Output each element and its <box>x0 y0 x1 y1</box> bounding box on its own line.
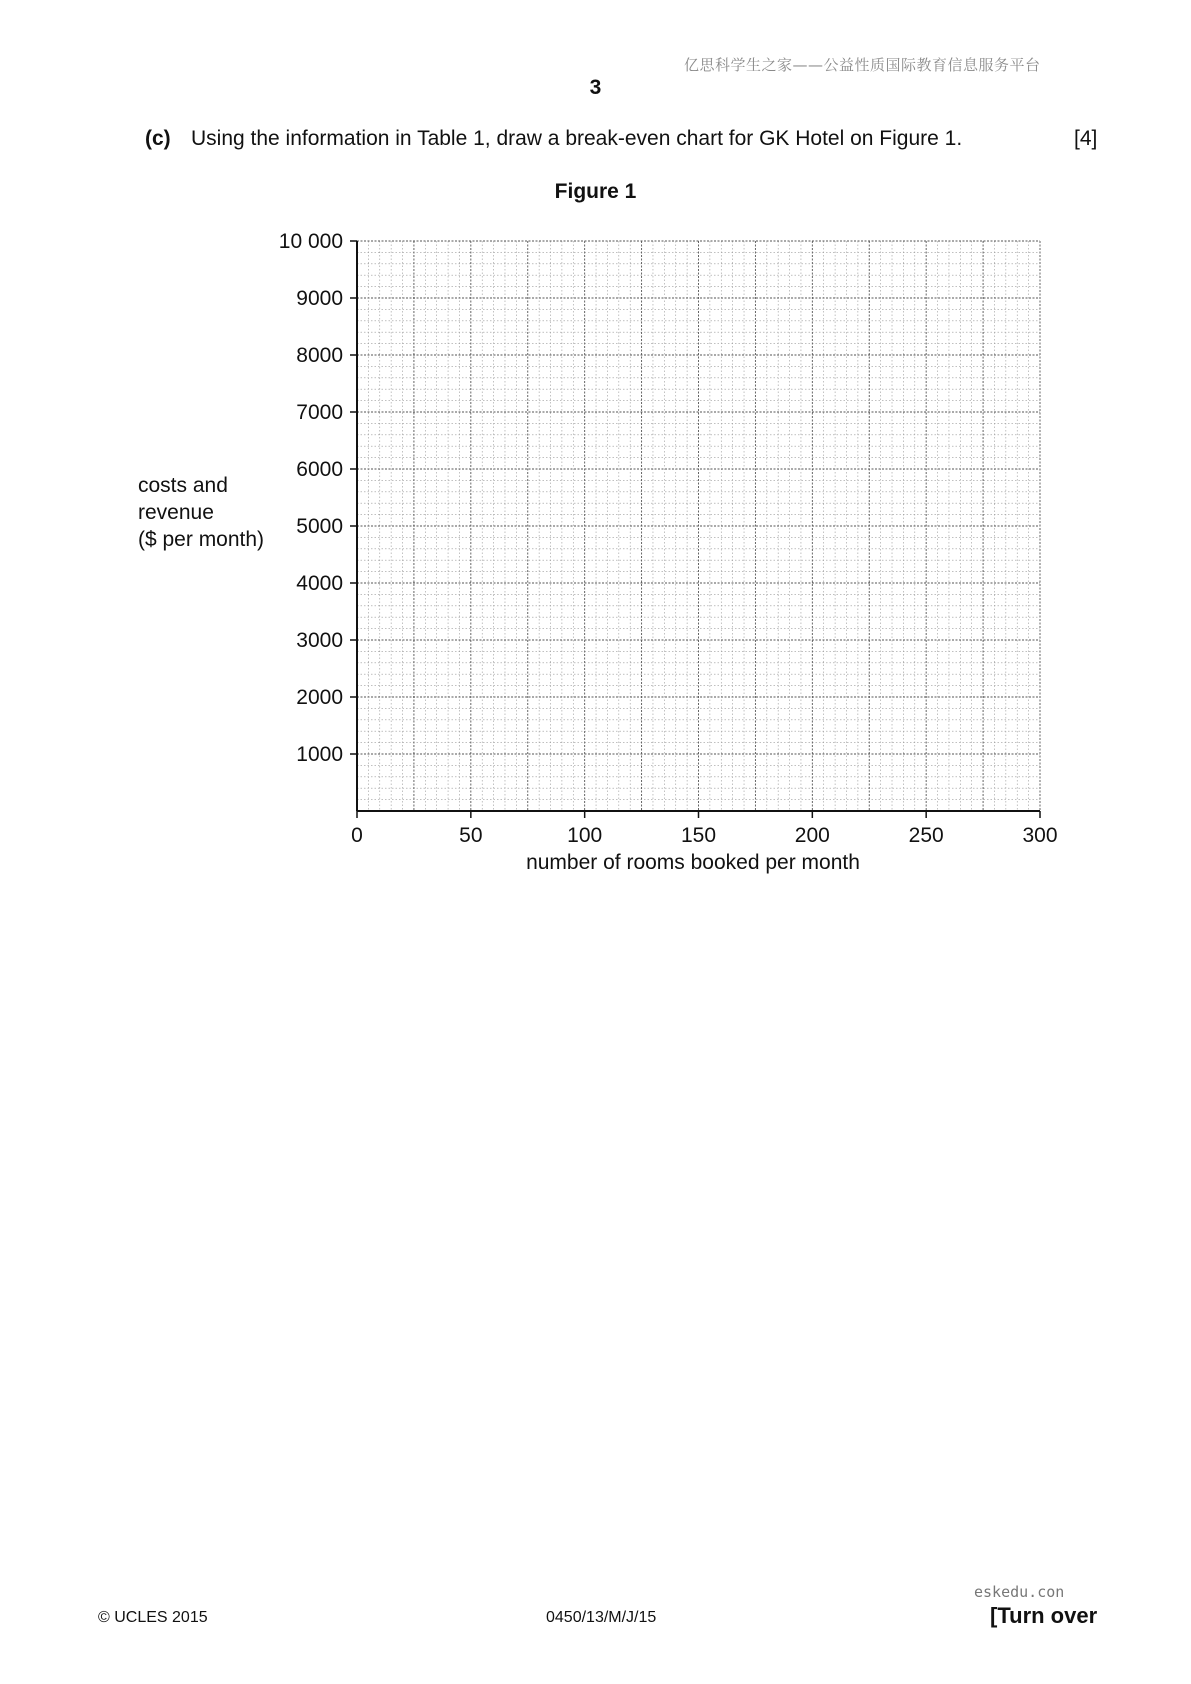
x-tick-label: 250 <box>908 824 944 847</box>
y-axis-label-line-1: costs and <box>138 474 228 497</box>
question-text: Using the information in Table 1, draw a break-even chart for GK Hotel on Figure 1. <box>191 127 963 150</box>
y-tick-label: 6000 <box>296 458 343 481</box>
y-tick-label: 10 000 <box>278 230 343 253</box>
y-tick-label: 3000 <box>296 629 343 652</box>
y-tick-label: 7000 <box>296 401 343 424</box>
y-tick-label: 2000 <box>296 686 343 709</box>
y-tick-label: 5000 <box>296 515 343 538</box>
y-tick-label: 8000 <box>296 344 343 367</box>
footer-copyright: © UCLES 2015 <box>98 1609 208 1626</box>
y-axis-label-line-2: revenue <box>138 501 214 524</box>
turn-over-label: [Turn over <box>990 1603 1098 1628</box>
x-tick-label: 100 <box>567 824 603 847</box>
question-part-label: (c) <box>145 127 171 150</box>
y-tick-label: 4000 <box>296 572 343 595</box>
page-number: 3 <box>589 76 602 99</box>
x-axis-label: number of rooms booked per month <box>526 851 860 874</box>
header-watermark: 亿思科学生之家——公益性质国际教育信息服务平台 <box>684 56 1041 74</box>
question-marks: [4] <box>1074 127 1098 150</box>
x-tick-label: 0 <box>351 824 363 847</box>
figure-title: Figure 1 <box>554 180 637 203</box>
x-tick-label: 50 <box>459 824 483 847</box>
y-tick-label: 1000 <box>296 743 343 766</box>
footer-site-watermark: eskedu.con <box>974 1583 1065 1601</box>
x-tick-label: 300 <box>1022 824 1058 847</box>
chart-ticks <box>350 241 1040 818</box>
x-tick-label: 150 <box>680 824 717 847</box>
y-tick-label: 9000 <box>296 287 343 310</box>
footer-paper-code: 0450/13/M/J/15 <box>546 1609 657 1626</box>
x-tick-label: 200 <box>794 824 830 847</box>
y-axis-label-line-3: ($ per month) <box>138 528 265 551</box>
